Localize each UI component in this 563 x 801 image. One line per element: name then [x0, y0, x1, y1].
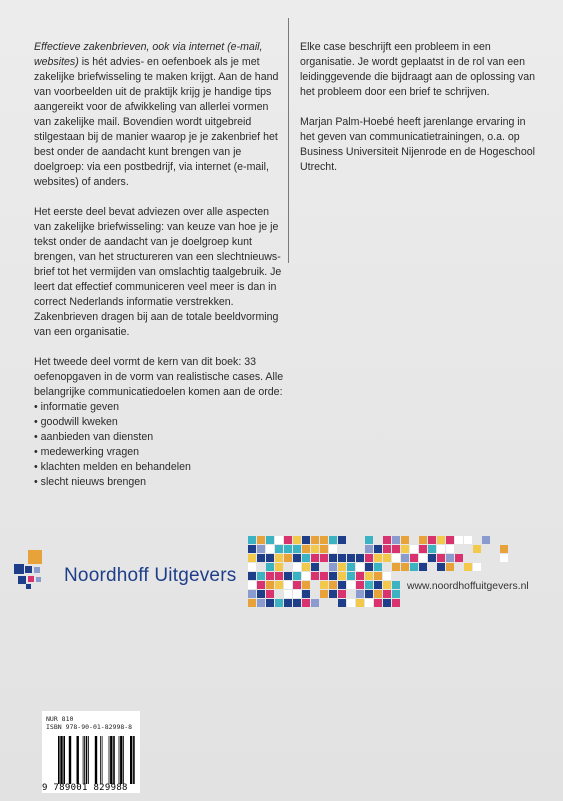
barcode-bar [119, 736, 120, 784]
mosaic-tile [383, 545, 391, 553]
barcode-bar [102, 736, 103, 784]
barcode-number: 9 789001 829988 [42, 783, 128, 793]
mosaic-tile [437, 536, 445, 544]
mosaic-tile [311, 572, 319, 580]
mosaic-tile [257, 545, 265, 553]
left-column [34, 40, 284, 490]
mosaic-tile [275, 581, 283, 589]
mosaic-tile [446, 554, 454, 562]
mosaic-tile [266, 572, 274, 580]
mosaic-tile [320, 572, 328, 580]
mosaic-tile [383, 554, 391, 562]
mosaic-tile [275, 545, 283, 553]
mosaic-tile [275, 599, 283, 607]
mosaic-tile [419, 536, 427, 544]
mosaic-tile [347, 554, 355, 562]
mosaic-tile [347, 563, 355, 571]
intro-paragraph [34, 40, 284, 190]
barcode-bar [69, 736, 71, 784]
mosaic-tile [248, 554, 256, 562]
mosaic-tile [302, 599, 310, 607]
communication-goals-list [34, 400, 284, 490]
mosaic-tile [338, 581, 346, 589]
mosaic-tile [284, 572, 292, 580]
mosaic-tile [329, 545, 337, 553]
mosaic-tile [365, 563, 373, 571]
mosaic-tile [248, 590, 256, 598]
mosaic-tile [257, 554, 265, 562]
publisher-band [0, 536, 563, 610]
mosaic-tile [329, 590, 337, 598]
mosaic-tile [293, 536, 301, 544]
mosaic-tile [482, 536, 490, 544]
barcode-bar [133, 736, 135, 784]
mosaic-tile [374, 572, 382, 580]
mosaic-tile [257, 572, 265, 580]
list-item: • slecht nieuws brengen [34, 475, 284, 490]
mosaic-tile [383, 572, 391, 580]
mosaic-tile [428, 554, 436, 562]
mosaic-tile [248, 581, 256, 589]
mosaic-tile [365, 581, 373, 589]
mosaic-tile [257, 581, 265, 589]
mosaic-tile [392, 554, 400, 562]
mosaic-tile [293, 572, 301, 580]
mosaic-tile [374, 563, 382, 571]
mosaic-tile [293, 554, 301, 562]
mosaic-tile [329, 554, 337, 562]
mosaic-tile [410, 563, 418, 571]
mosaic-tile [338, 572, 346, 580]
mosaic-tile [365, 572, 373, 580]
mosaic-tile [383, 581, 391, 589]
mosaic-tile [347, 581, 355, 589]
mosaic-tile [419, 545, 427, 553]
mosaic-tile [257, 536, 265, 544]
mosaic-tile [500, 554, 508, 562]
mosaic-tile [428, 536, 436, 544]
mosaic-tile [275, 563, 283, 571]
mosaic-tile [302, 563, 310, 571]
paragraph-part-two: Het tweede deel vormt de kern van dit boek: 33 oefenopgaven in de vorm van realistische cases. Alle belangrijke communicatiedoelen komen aan de orde: [34, 356, 284, 398]
mosaic-tile [302, 554, 310, 562]
nur-code: NUR 810 [46, 715, 74, 723]
mosaic-tile [455, 536, 463, 544]
mosaic-pattern [248, 536, 548, 610]
mosaic-tile [473, 563, 481, 571]
mosaic-tile [356, 554, 364, 562]
mosaic-tile [374, 554, 382, 562]
mosaic-tile [374, 590, 382, 598]
mosaic-tile [320, 590, 328, 598]
mosaic-tile [248, 563, 256, 571]
mosaic-tile [284, 545, 292, 553]
barcode-bar [63, 736, 65, 784]
mosaic-tile [248, 599, 256, 607]
mosaic-tile [284, 554, 292, 562]
case-description: Elke case beschrijft een probleem in een organisatie. Je wordt geplaatst in de rol van een leidinggevende die bijdraagt aan de oplossing van het probleem door een brief te schrijven. [300, 41, 536, 98]
mosaic-tile [383, 536, 391, 544]
mosaic-tile [392, 536, 400, 544]
mosaic-tile [284, 599, 292, 607]
mosaic-tile [446, 563, 454, 571]
mosaic-tile [419, 554, 427, 562]
mosaic-tile [374, 581, 382, 589]
barcode-bar [84, 736, 85, 784]
mosaic-tile [374, 545, 382, 553]
barcode-bar [100, 736, 101, 784]
mosaic-tile [257, 599, 265, 607]
mosaic-tile [410, 554, 418, 562]
mosaic-tile [347, 572, 355, 580]
barcode-bar [88, 736, 89, 784]
list-item: • klachten melden en behandelen [34, 460, 284, 475]
mosaic-tile [329, 572, 337, 580]
mosaic-tile [266, 581, 274, 589]
mosaic-tile [500, 545, 508, 553]
mosaic-tile [320, 554, 328, 562]
list-item: • goodwill kweken [34, 415, 284, 430]
mosaic-tile [338, 599, 346, 607]
mosaic-tile [329, 536, 337, 544]
mosaic-tile [338, 554, 346, 562]
mosaic-tile [302, 536, 310, 544]
mosaic-tile [293, 599, 301, 607]
mosaic-tile [311, 599, 319, 607]
mosaic-tile [392, 590, 400, 598]
barcode-bars [48, 736, 136, 784]
mosaic-tile [410, 545, 418, 553]
mosaic-tile [401, 536, 409, 544]
mosaic-tile [266, 554, 274, 562]
barcode-bar [58, 736, 60, 784]
mosaic-tile [383, 599, 391, 607]
mosaic-tile [437, 545, 445, 553]
mosaic-tile [464, 563, 472, 571]
mosaic-tile [392, 599, 400, 607]
mosaic-tile [311, 563, 319, 571]
mosaic-tile [392, 545, 400, 553]
mosaic-tile [320, 581, 328, 589]
mosaic-tile [338, 536, 346, 544]
publisher-logo-icon [14, 550, 54, 590]
barcode-bar [60, 736, 62, 784]
book-title-italic: Effectieve zakenbrieven, ook via internet (e-mail, websites) [34, 41, 263, 68]
mosaic-tile [248, 536, 256, 544]
mosaic-tile [302, 572, 310, 580]
list-item: • medewerking vragen [34, 445, 284, 460]
mosaic-tile [356, 572, 364, 580]
mosaic-tile [473, 545, 481, 553]
mosaic-tile [266, 590, 274, 598]
mosaic-tile [392, 563, 400, 571]
mosaic-tile [311, 554, 319, 562]
mosaic-tile [320, 536, 328, 544]
mosaic-tile [455, 554, 463, 562]
mosaic-tile [320, 545, 328, 553]
mosaic-tile [419, 563, 427, 571]
mosaic-tile [428, 545, 436, 553]
mosaic-tile [248, 545, 256, 553]
isbn-block [46, 715, 132, 731]
mosaic-tile [248, 572, 256, 580]
barcode-bar [110, 736, 112, 784]
mosaic-tile [392, 581, 400, 589]
mosaic-tile [365, 554, 373, 562]
mosaic-tile [338, 563, 346, 571]
barcode-bar [109, 736, 110, 784]
intro-text: is hét advies- en oefenboek als je met zakelijke briefwisseling te maken krijgt. Aan de hand van voorbeelden uit de praktijk krijg je handige tips aangereikt voor de afwikkeling van allerlei vormen van zakelijke mail. Bovendien wordt uitgebreid stilgestaan bij de manier waarop je je zakenbrief het best onder de aandacht kunt brengen van je doelgroep: via een postbedrijf, via internet (e-mail, websites) of anders. [34, 56, 279, 188]
mosaic-tile [338, 590, 346, 598]
mosaic-tile [356, 590, 364, 598]
barcode-bar [77, 736, 79, 784]
mosaic-tile [275, 536, 283, 544]
mosaic-tile [356, 563, 364, 571]
mosaic-tile [302, 590, 310, 598]
mosaic-tile [365, 545, 373, 553]
mosaic-tile [293, 581, 301, 589]
mosaic-tile [365, 536, 373, 544]
mosaic-tile [266, 536, 274, 544]
mosaic-tile [329, 563, 337, 571]
mosaic-tile [446, 536, 454, 544]
mosaic-tile [275, 572, 283, 580]
mosaic-tile [311, 536, 319, 544]
column-divider [288, 18, 289, 263]
mosaic-tile [257, 590, 265, 598]
mosaic-tile [284, 581, 292, 589]
mosaic-tile [302, 581, 310, 589]
publisher-name: Noordhoff Uitgevers [64, 565, 237, 586]
barcode-bar [130, 736, 132, 784]
barcode-bar [123, 736, 124, 784]
list-item: • aanbieden van diensten [34, 430, 284, 445]
mosaic-tile [293, 590, 301, 598]
mosaic-tile [437, 554, 445, 562]
mosaic-tile [437, 563, 445, 571]
barcode-bar [113, 736, 115, 784]
mosaic-tile [266, 599, 274, 607]
mosaic-tile [446, 545, 454, 553]
barcode-bar [83, 736, 84, 784]
barcode-bar [86, 736, 88, 784]
mosaic-tile [464, 536, 472, 544]
mosaic-tile [356, 581, 364, 589]
mosaic-tile [329, 581, 337, 589]
mosaic-tile [302, 545, 310, 553]
mosaic-tile [401, 545, 409, 553]
mosaic-tile [284, 536, 292, 544]
mosaic-tile [284, 590, 292, 598]
barcode-bar [95, 736, 97, 784]
mosaic-tile [266, 563, 274, 571]
mosaic-tile [266, 545, 274, 553]
mosaic-tile [401, 563, 409, 571]
mosaic-tile [356, 599, 364, 607]
list-item: • informatie geven [34, 400, 284, 415]
mosaic-tile [293, 563, 301, 571]
mosaic-tile [365, 599, 373, 607]
mosaic-tile [365, 590, 373, 598]
mosaic-tile [374, 599, 382, 607]
mosaic-tile [275, 554, 283, 562]
mosaic-tile [401, 554, 409, 562]
paragraph-part-one: Het eerste deel bevat adviezen over alle aspecten van zakelijke briefwisseling: van keuze van hoe je je tekst onder de aandacht van je doelgroep kunt brengen, van het structureren van een slechtnieuws-brief tot het vermijden van omslachtig taalgebruik. Je leert dat effectief communiceren veel meer is dan in correct Nederlands informatie verstrekken. Zakenbrieven dragen bij aan de totale beeldvorming van een organisatie. [34, 206, 282, 338]
mosaic-tile [383, 590, 391, 598]
barcode-bar [120, 736, 122, 784]
right-column [300, 40, 540, 190]
author-bio: Marjan Palm-Hoebé heeft jarenlange ervaring in het geven van communicatietrainingen, o.a. op Business Universiteit Nijenrode en de Hogeschool Utrecht. [300, 116, 535, 173]
mosaic-tile [347, 599, 355, 607]
publisher-website: www.noordhoffuitgevers.nl [407, 581, 529, 592]
isbn-code: ISBN 978-90-01-82998-8 [46, 723, 133, 731]
mosaic-tile [293, 545, 301, 553]
mosaic-tile [311, 545, 319, 553]
